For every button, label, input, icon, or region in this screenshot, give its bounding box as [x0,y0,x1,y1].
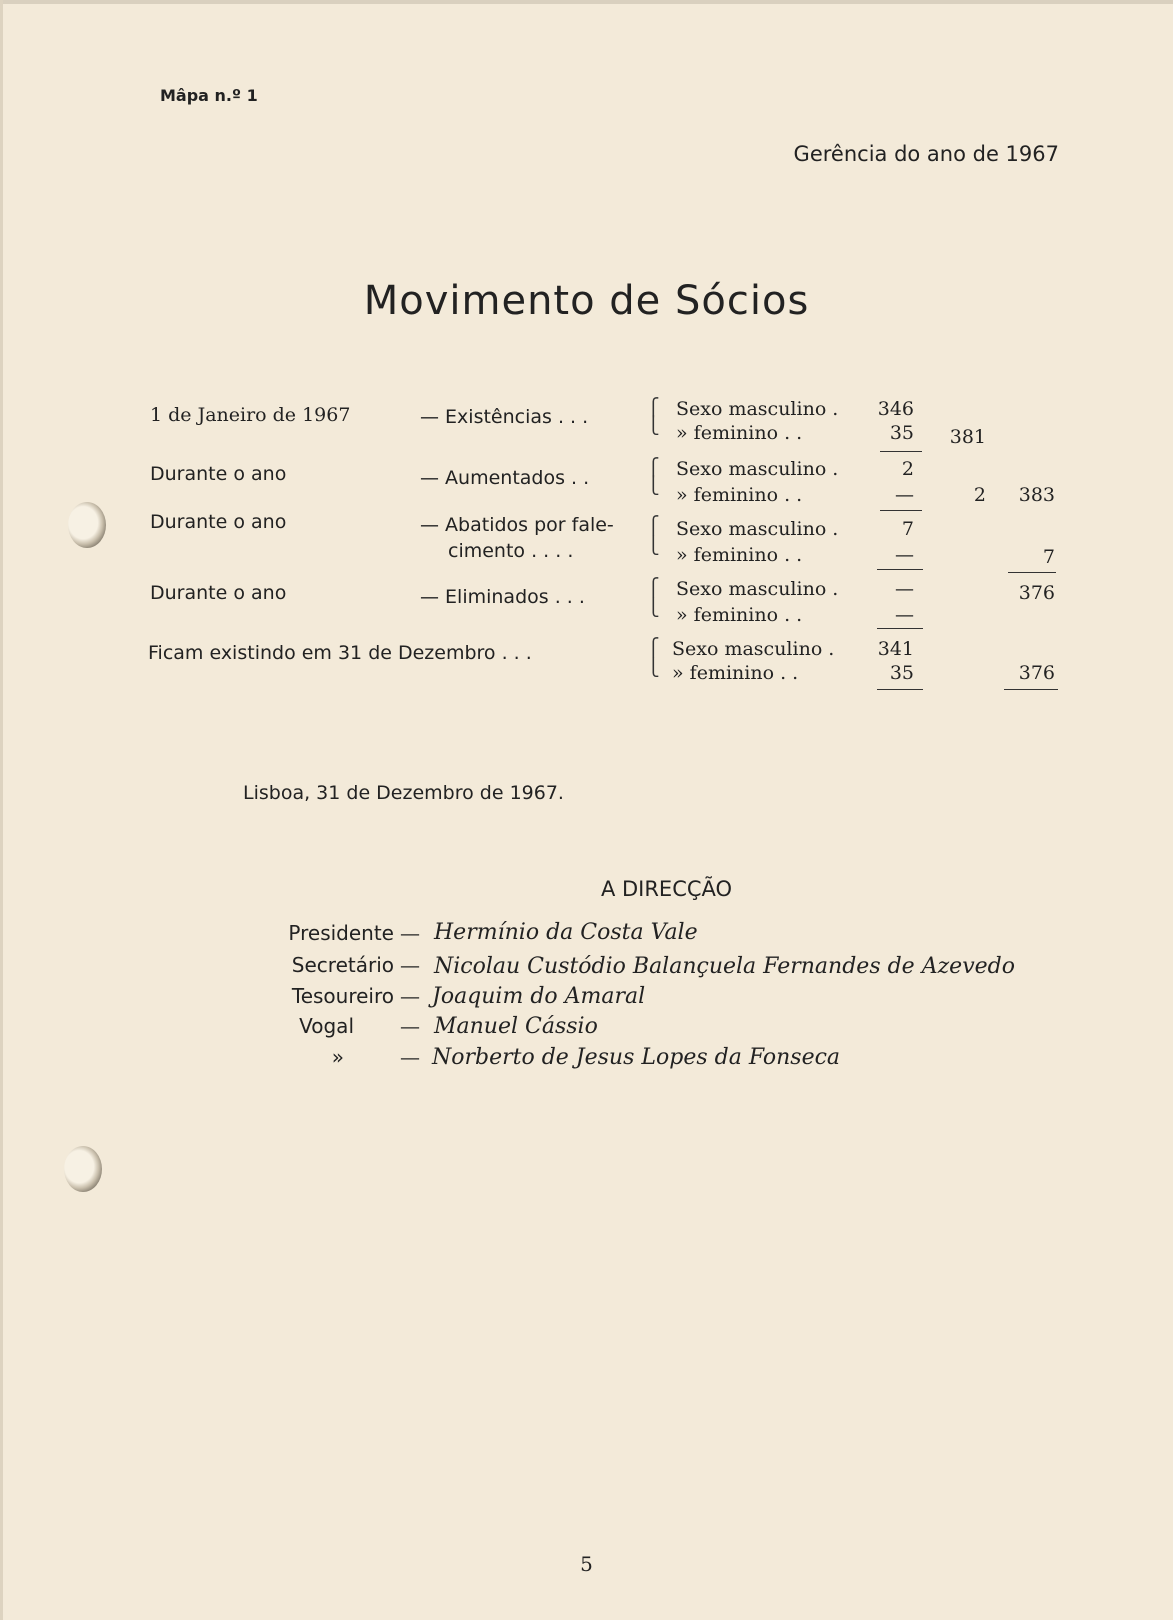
rule-line [1008,572,1056,573]
brace-icon: ⎩ [647,416,660,436]
sex-female-label: » feminino . . [676,544,803,566]
separator-dash: — [400,1014,420,1038]
member-role: » [331,1045,344,1069]
total-value: 7 [1042,546,1055,568]
member-name: Norberto de Jesus Lopes da Fonseca [432,1045,841,1070]
rule-line [877,628,923,629]
brace-icon: ⎩ [647,536,660,556]
value-female: 35 [889,662,914,684]
subtotal-value: 381 [949,426,986,448]
value-female: 35 [889,422,914,444]
sex-male-label: Sexo masculino . [676,398,839,420]
value-female: — [895,544,914,566]
brace-icon: ⎩ [647,476,660,496]
row-category-continued: cimento . . . . [448,540,574,562]
brace-icon: ⎧ [647,398,660,418]
sex-male-label: Sexo masculino . [676,518,839,540]
sex-female-label: » feminino . . [672,662,799,684]
total-value: 376 [1018,662,1055,684]
page-number: 5 [580,1552,593,1576]
separator-dash: — [400,1045,420,1069]
value-male: — [895,578,914,600]
total-value: 376 [1018,582,1055,604]
value-male: 2 [901,458,914,480]
rule-line [1004,689,1058,690]
sex-female-label: » feminino . . [676,484,803,506]
row-category: — Eliminados . . . [420,586,585,608]
row-date: Durante o ano [150,582,287,604]
member-role: Tesoureiro [291,984,394,1008]
rule-line [877,569,923,570]
brace-icon: ⎩ [647,658,660,678]
row-category: — Aumentados . . [420,467,590,489]
row-date: Durante o ano [150,511,287,533]
member-role: Secretário [291,953,394,977]
brace-icon: ⎧ [647,578,660,598]
value-male: 346 [877,398,914,420]
member-role: Vogal [299,1014,354,1038]
brace-icon: ⎧ [647,516,660,536]
row-date: Durante o ano [150,463,287,485]
member-name: Nicolau Custódio Balançuela Fernandes de Azevedo [434,954,1015,979]
row-date: 1 de Janeiro de 1967 [150,404,351,426]
rule-line [880,451,922,452]
member-name: Joaquim do Amaral [432,984,646,1009]
member-name: Hermínio da Costa Vale [434,920,698,945]
board-heading: A DIRECÇÃO [600,877,733,901]
sex-male-label: Sexo masculino . [676,578,839,600]
sex-male-label: Sexo masculino . [676,458,839,480]
row-category: — Abatidos por fale- [420,514,614,536]
sex-male-label: Sexo masculino . [672,638,835,660]
punch-hole-upper [68,502,106,548]
brace-icon: ⎧ [647,638,660,658]
page-top-edge [0,0,1173,4]
brace-icon: ⎩ [647,598,660,618]
sex-female-label: » feminino . . [676,604,803,626]
member-role: Presidente [288,921,394,945]
final-count-label: Ficam existindo em 31 de Dezembro . . . [148,642,532,664]
page-left-edge [0,0,3,1620]
brace-icon: ⎧ [647,458,660,478]
separator-dash: — [400,984,420,1008]
page-title: Movimento de Sócios [363,278,810,324]
punch-hole-lower [64,1146,102,1192]
sex-female-label: » feminino . . [676,422,803,444]
subtotal-value: 2 [973,484,986,506]
fiscal-year-label: Gerência do ano de 1967 [793,142,1059,166]
total-value: 383 [1018,484,1055,506]
value-male: 7 [901,518,914,540]
value-male: 341 [877,638,914,660]
value-female: — [895,484,914,506]
value-female: — [895,604,914,626]
separator-dash: — [400,921,420,945]
place-and-date: Lisboa, 31 de Dezembro de 1967. [243,782,564,804]
row-category: — Existências . . . [420,406,589,428]
separator-dash: — [400,953,420,977]
rule-line [877,689,923,690]
member-name: Manuel Cássio [434,1014,598,1039]
rule-line [880,510,922,511]
map-label: Mâpa n.º 1 [160,86,258,105]
